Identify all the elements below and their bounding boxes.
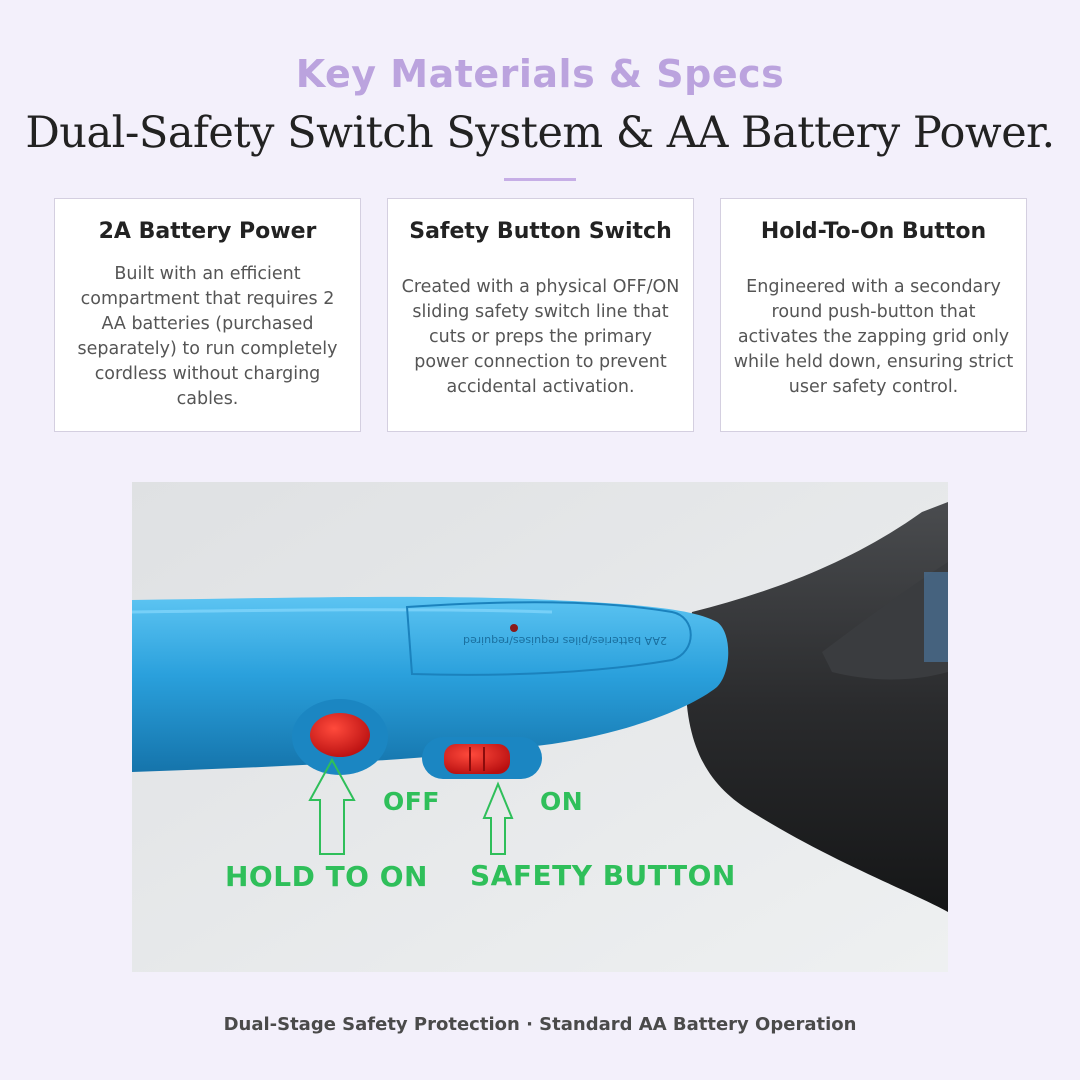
feature-card-battery [54, 198, 361, 432]
racket-handle-illustration [132, 482, 948, 972]
feature-description: Engineered with a secondary round push-button that activates the zapping grid only while held down, ensuring strict user safety control. [733, 276, 1014, 397]
handle-text: 2AA batteries/piles requises/required [463, 634, 667, 647]
hold-to-on-button [310, 713, 370, 757]
racket-grid-mesh [924, 572, 948, 662]
footer-caption: Dual-Stage Safety Protection · Standard AA Battery Operation [223, 1014, 857, 1035]
eyebrow-title: Key Materials & Specs [295, 52, 785, 96]
feature-title: Hold-To-On Button [760, 219, 987, 244]
on-label: ON [540, 787, 584, 816]
feature-card-hold-button [720, 198, 1027, 432]
feature-description: Built with an efficient compartment that requires 2 AA batteries (purchased separately) to run completely cordless without charging cables. [77, 264, 338, 409]
feature-description: Created with a physical OFF/ON sliding safety switch line that cuts or preps the primary power connection to prevent accidental activation. [401, 276, 680, 397]
indicator-led [510, 624, 518, 632]
title-divider [504, 178, 576, 181]
feature-card-safety-switch [387, 198, 694, 432]
feature-title: 2A Battery Power [98, 219, 317, 244]
hold-to-on-label: HOLD TO ON [225, 860, 428, 893]
feature-title: Safety Button Switch [409, 219, 672, 244]
safety-button-label: SAFETY BUTTON [470, 859, 736, 892]
headline: Dual-Safety Switch System & AA Battery Power. [25, 108, 1055, 158]
safety-slider-knob [444, 744, 510, 774]
off-label: OFF [383, 787, 440, 816]
product-photo [132, 482, 948, 972]
